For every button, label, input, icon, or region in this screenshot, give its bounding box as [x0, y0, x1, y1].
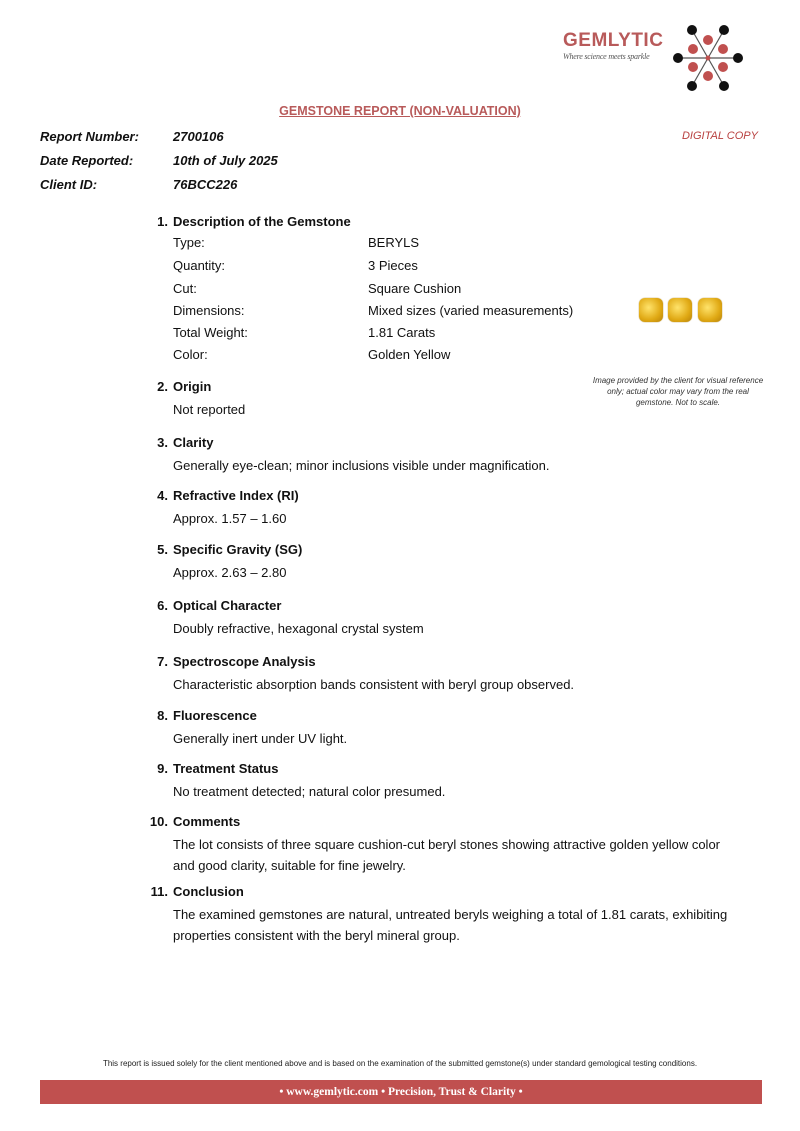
- section-number: 11.: [150, 884, 168, 899]
- section-heading: Refractive Index (RI): [173, 488, 299, 503]
- section-number: 6.: [157, 598, 168, 613]
- section-number: 9.: [157, 761, 168, 776]
- section-text: Not reported: [173, 402, 246, 417]
- section-text: Generally eye-clean; minor inclusions visible under magnification.: [173, 458, 550, 473]
- brand-name: GEMLYTIC: [563, 30, 664, 51]
- section-heading: Origin: [173, 379, 212, 394]
- section-heading: Fluorescence: [173, 708, 257, 723]
- color-label: Color:: [173, 347, 208, 362]
- dimensions-label: Dimensions:: [173, 303, 245, 318]
- total-weight-value: 1.81 Carats: [368, 325, 436, 340]
- section-text: and good clarity, suitable for fine jewelry.: [173, 858, 406, 873]
- digital-copy-label: DIGITAL COPY: [681, 130, 758, 142]
- quantity-label: Quantity:: [173, 258, 226, 273]
- disclaimer: This report is issued solely for the client mentioned above and is based on the examination of the submitted gemstone(s) under standard gemological testing conditions.: [102, 1059, 698, 1068]
- section-heading-description: Description of the Gemstone: [173, 214, 351, 229]
- section-number: 8.: [157, 708, 168, 723]
- gemstone-image: [698, 298, 722, 322]
- section-text: properties consistent with the beryl mineral group.: [173, 928, 460, 943]
- quantity-value: 3 Pieces: [368, 258, 418, 273]
- client-id-label: Client ID:: [40, 177, 98, 192]
- color-value: Golden Yellow: [368, 347, 451, 362]
- footer-bar: • www.gemlytic.com • Precision, Trust & Clarity •: [40, 1080, 762, 1104]
- section-heading: Comments: [173, 814, 241, 829]
- report-title: GEMSTONE REPORT (NON-VALUATION): [279, 104, 521, 118]
- section-number: 4.: [157, 488, 168, 503]
- gemlytic-logo-icon: [668, 18, 748, 98]
- type-value: BERYLS: [368, 235, 420, 250]
- image-caption: Image provided by the client for visual reference only; actual color may vary from the real gemstone. Not to scale.: [592, 376, 764, 407]
- date-reported-label: Date Reported:: [40, 153, 134, 168]
- section-text: Generally inert under UV light.: [173, 731, 348, 746]
- section-number: 5.: [157, 542, 168, 557]
- section-text: Approx. 2.63 – 2.80: [173, 565, 287, 580]
- gemstone-image: [668, 298, 692, 322]
- section-number: 1.: [157, 214, 168, 229]
- dimensions-value: Mixed sizes (varied measurements): [368, 303, 574, 318]
- section-text: Approx. 1.57 – 1.60: [173, 511, 287, 526]
- section-text: No treatment detected; natural color presumed.: [173, 784, 446, 799]
- report-number-value: 2700106: [173, 129, 224, 144]
- section-text: Doubly refractive, hexagonal crystal system: [173, 621, 424, 636]
- section-heading: Clarity: [173, 435, 214, 450]
- type-label: Type:: [173, 235, 205, 250]
- brand-tagline: Where science meets sparkle: [563, 52, 650, 61]
- section-number: 3.: [157, 435, 168, 450]
- report-number-label: Report Number:: [40, 129, 139, 144]
- section-heading: Conclusion: [173, 884, 244, 899]
- section-heading: Specific Gravity (SG): [173, 542, 303, 557]
- gemstone-image: [639, 298, 663, 322]
- section-text: The lot consists of three square cushion-cut beryl stones showing attractive golden yellow color: [173, 837, 721, 852]
- section-heading: Spectroscope Analysis: [173, 654, 316, 669]
- section-text: Characteristic absorption bands consistent with beryl group observed.: [173, 677, 575, 692]
- client-id-value: 76BCC226: [173, 177, 238, 192]
- section-number: 7.: [157, 654, 168, 669]
- section-heading: Treatment Status: [173, 761, 279, 776]
- section-text: The examined gemstones are natural, untreated beryls weighing a total of 1.81 carats, exhibiting: [173, 907, 728, 922]
- date-reported-value: 10th of July 2025: [173, 153, 278, 168]
- cut-value: Square Cushion: [368, 281, 462, 296]
- total-weight-label: Total Weight:: [173, 325, 248, 340]
- section-number: 2.: [157, 379, 168, 394]
- section-heading: Optical Character: [173, 598, 282, 613]
- cut-label: Cut:: [173, 281, 197, 296]
- section-number: 10.: [149, 814, 168, 829]
